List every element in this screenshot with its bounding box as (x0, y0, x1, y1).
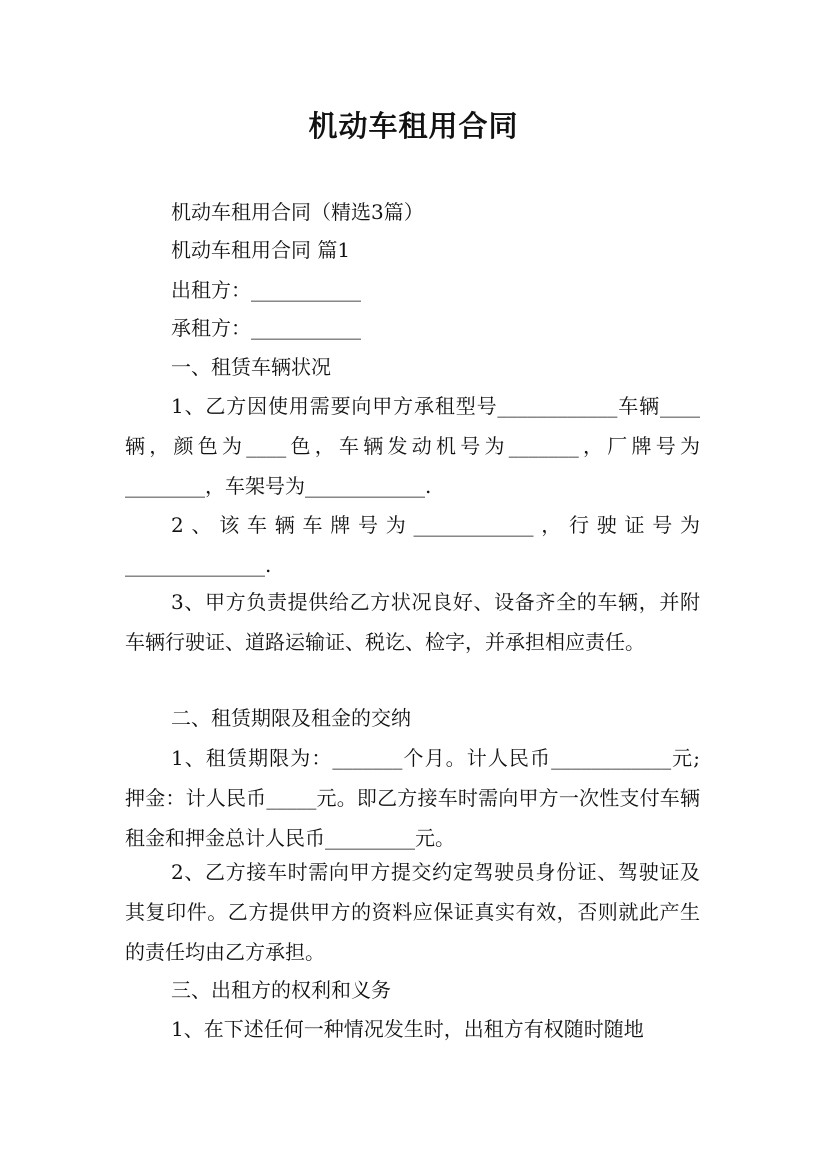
clause-2-2: 2、乙方接车时需向甲方提交约定驾驶员身份证、驾驶证及其复印件。乙方提供甲方的资料应保证真实有效，否则就此产生的责任均由乙方承担。 (125, 860, 700, 964)
section-heading-1: 一、租赁车辆状况 (171, 355, 331, 379)
clause-2-1: 1、租赁期限为：_______个月。计人民币____________元;押金：计人民币_____元。即乙方接车时需向甲方一次性支付车辆租金和押金总计人民币_________元。 (125, 746, 700, 850)
lessor-line: 出租方：___________ (171, 278, 361, 302)
clause-3-1: 1、在下述任何一种情况发生时，出租方有权随时随地 (171, 1017, 644, 1041)
subtitle-line: 机动车租用合同（精选3篇） (171, 200, 424, 224)
clause-1-1: 1、乙方因使用需要向甲方承租型号____________车辆____辆，颜色为____色，车辆发动机号为_______，厂牌号为________，车架号为____________. (125, 394, 700, 498)
lessee-line: 承租方：___________ (171, 316, 361, 340)
section-heading-3: 三、出租方的权利和义务 (171, 978, 391, 1002)
clause-1-2: 2、该车辆车牌号为____________，行驶证号为______________. (125, 513, 700, 577)
article-heading: 机动车租用合同 篇1 (171, 238, 351, 262)
section-heading-2: 二、租赁期限及租金的交纳 (171, 706, 411, 730)
clause-1-3: 3、甲方负责提供给乙方状况良好、设备齐全的车辆，并附车辆行驶证、道路运输证、税讫、检字，并承担相应责任。 (125, 590, 700, 654)
document-title: 机动车租用合同 (308, 109, 519, 143)
